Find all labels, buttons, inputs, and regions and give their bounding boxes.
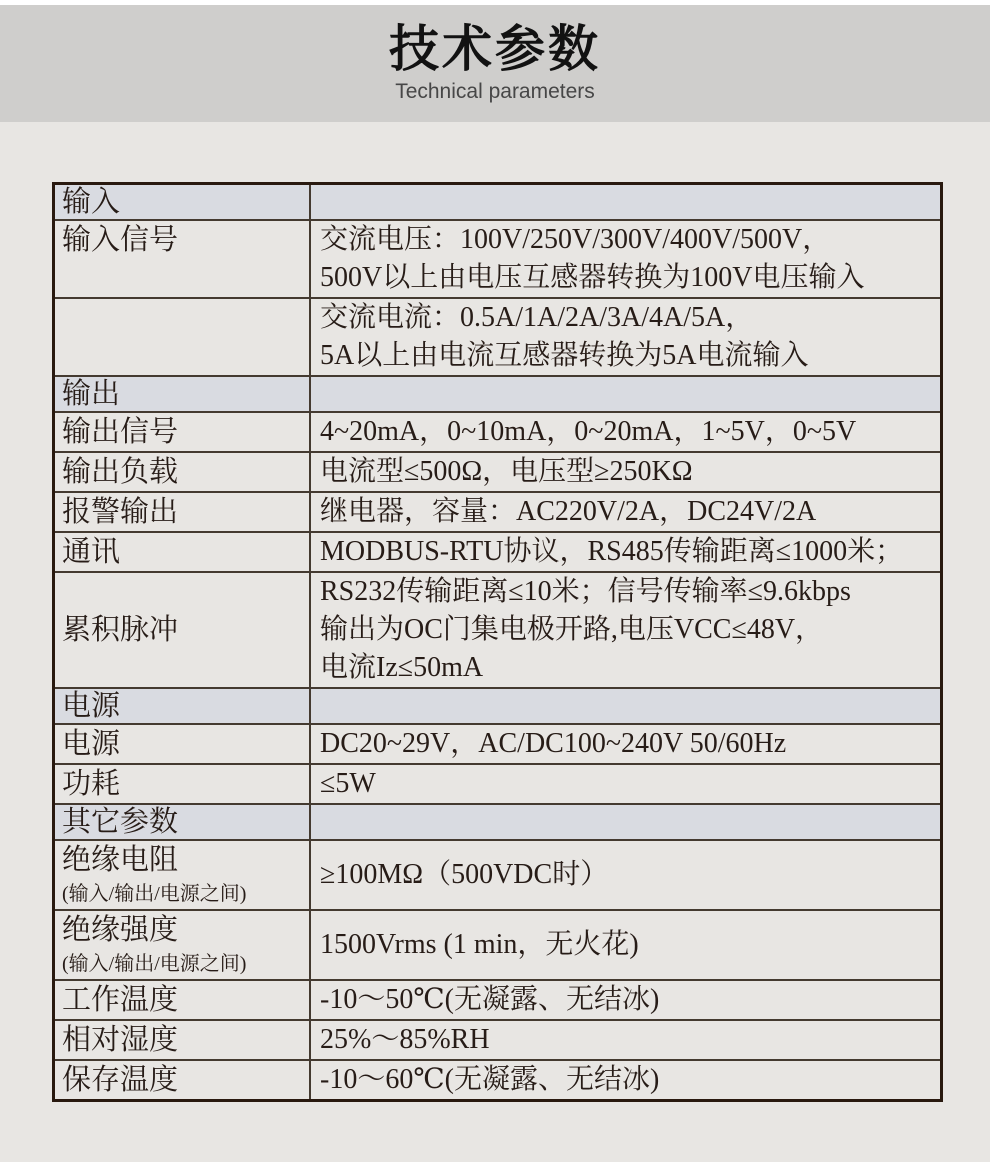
param-value-line: 交流电压：100V/250V/300V/400V/500V， <box>320 224 831 255</box>
page-header <box>0 5 990 122</box>
param-name-cell <box>55 493 311 531</box>
table-row-相对湿度 <box>55 1019 940 1059</box>
param-name: 其它参数 <box>62 806 179 838</box>
param-name-cell <box>55 1021 311 1059</box>
param-name: 输出 <box>62 378 121 410</box>
param-value-line: RS232传输距离≤10米；信号传输率≤9.6kbps <box>320 576 851 607</box>
param-name-note: (输入/输出/电源之间) <box>62 953 247 975</box>
param-value-cell <box>311 981 940 1019</box>
param-value-line: 1500Vrms (1 min，无火花) <box>320 929 639 960</box>
param-name-note: (输入/输出/电源之间) <box>62 883 247 905</box>
table-row-输出负载 <box>55 451 940 491</box>
param-name: 功耗 <box>62 768 121 800</box>
param-value-cell <box>311 765 940 803</box>
table-row-输出 <box>55 375 940 411</box>
param-name-cell <box>55 185 311 219</box>
param-value-line: 继电器，容量：AC220V/2A，DC24V/2A <box>320 496 817 527</box>
param-name: 绝缘强度 <box>62 914 179 946</box>
table-row-电源 <box>55 687 940 723</box>
param-name: 相对湿度 <box>62 1024 179 1056</box>
page-title: 技术参数 <box>389 21 601 77</box>
param-value-cell <box>311 805 940 839</box>
param-value-cell <box>311 841 940 909</box>
param-value-cell <box>311 185 940 219</box>
param-value-cell <box>311 377 940 411</box>
param-value-line: 5A以上由电流互感器转换为5A电流输入 <box>320 340 809 371</box>
table-row-其它参数 <box>55 803 940 839</box>
table-row-累积脉冲 <box>55 571 940 687</box>
param-name-cell <box>55 299 311 375</box>
param-name-cell <box>55 765 311 803</box>
param-name: 绝缘电阻 <box>62 844 179 876</box>
param-name-cell <box>55 805 311 839</box>
param-name: 电源 <box>62 690 121 722</box>
param-value-line: 电流型≤500Ω，电压型≥250KΩ <box>320 456 693 487</box>
param-value-cell <box>311 299 940 375</box>
table-row-输入 <box>55 185 940 219</box>
param-value-line: -10～50℃(无凝露、无结冰) <box>320 984 660 1015</box>
param-name-cell <box>55 377 311 411</box>
param-value-cell <box>311 689 940 723</box>
table-row-绝缘强度 <box>55 909 940 979</box>
param-value-line: 交流电流：0.5A/1A/2A/3A/4A/5A， <box>320 302 754 333</box>
param-name: 输入 <box>62 186 121 218</box>
param-name-cell <box>55 453 311 491</box>
param-value-cell <box>311 1021 940 1059</box>
param-value-cell <box>311 453 940 491</box>
table-row-保存温度 <box>55 1059 940 1099</box>
table-row-blank <box>55 297 940 375</box>
param-name: 累积脉冲 <box>62 614 179 646</box>
param-value-line: DC20~29V，AC/DC100~240V 50/60Hz <box>320 728 787 759</box>
param-value-line: MODBUS-RTU协议，RS485传输距离≤1000米； <box>320 536 904 567</box>
param-value-line: 25%～85%RH <box>320 1024 490 1055</box>
param-value-cell <box>311 493 940 531</box>
param-name-cell <box>55 911 311 979</box>
param-name-cell <box>55 841 311 909</box>
param-name: 输出负载 <box>62 456 179 488</box>
param-name-cell <box>55 221 311 297</box>
param-name-cell <box>55 533 311 571</box>
param-value-cell <box>311 413 940 451</box>
param-name-cell <box>55 981 311 1019</box>
table-row-通讯 <box>55 531 940 571</box>
param-name: 通讯 <box>62 536 121 568</box>
param-name-cell <box>55 413 311 451</box>
technical-parameters-table <box>52 182 943 1102</box>
param-name: 输入信号 <box>62 224 179 256</box>
param-name-cell <box>55 1061 311 1099</box>
table-row-工作温度 <box>55 979 940 1019</box>
param-value-cell <box>311 533 940 571</box>
table-row-输出信号 <box>55 411 940 451</box>
param-value-cell <box>311 725 940 763</box>
param-value-line: 500V以上由电压互感器转换为100V电压输入 <box>320 262 865 293</box>
table-row-功耗 <box>55 763 940 803</box>
param-value-line: ≥100MΩ（500VDC时） <box>320 859 609 890</box>
page-subtitle: Technical parameters <box>395 80 595 103</box>
param-name: 工作温度 <box>62 984 179 1016</box>
param-name-cell <box>55 573 311 687</box>
param-name-cell <box>55 689 311 723</box>
table-row-电源 <box>55 723 940 763</box>
param-value-line: 输出为OC门集电极开路,电压VCC≤48V， <box>320 614 824 645</box>
param-value-line: -10～60℃(无凝露、无结冰) <box>320 1064 660 1095</box>
param-value-line: ≤5W <box>320 768 376 799</box>
table-row-报警输出 <box>55 491 940 531</box>
table-row-绝缘电阻 <box>55 839 940 909</box>
param-value-cell <box>311 221 940 297</box>
param-value-cell <box>311 911 940 979</box>
param-name: 保存温度 <box>62 1064 179 1096</box>
param-name: 电源 <box>62 728 121 760</box>
param-name: 报警输出 <box>62 496 179 528</box>
param-name: 输出信号 <box>62 416 179 448</box>
param-value-line: 电流Iz≤50mA <box>320 652 484 683</box>
param-value-line: 4~20mA，0~10mA，0~20mA，1~5V，0~5V <box>320 416 857 447</box>
table-row-输入信号 <box>55 219 940 297</box>
param-value-cell <box>311 1061 940 1099</box>
param-value-cell <box>311 573 940 687</box>
param-name-cell <box>55 725 311 763</box>
